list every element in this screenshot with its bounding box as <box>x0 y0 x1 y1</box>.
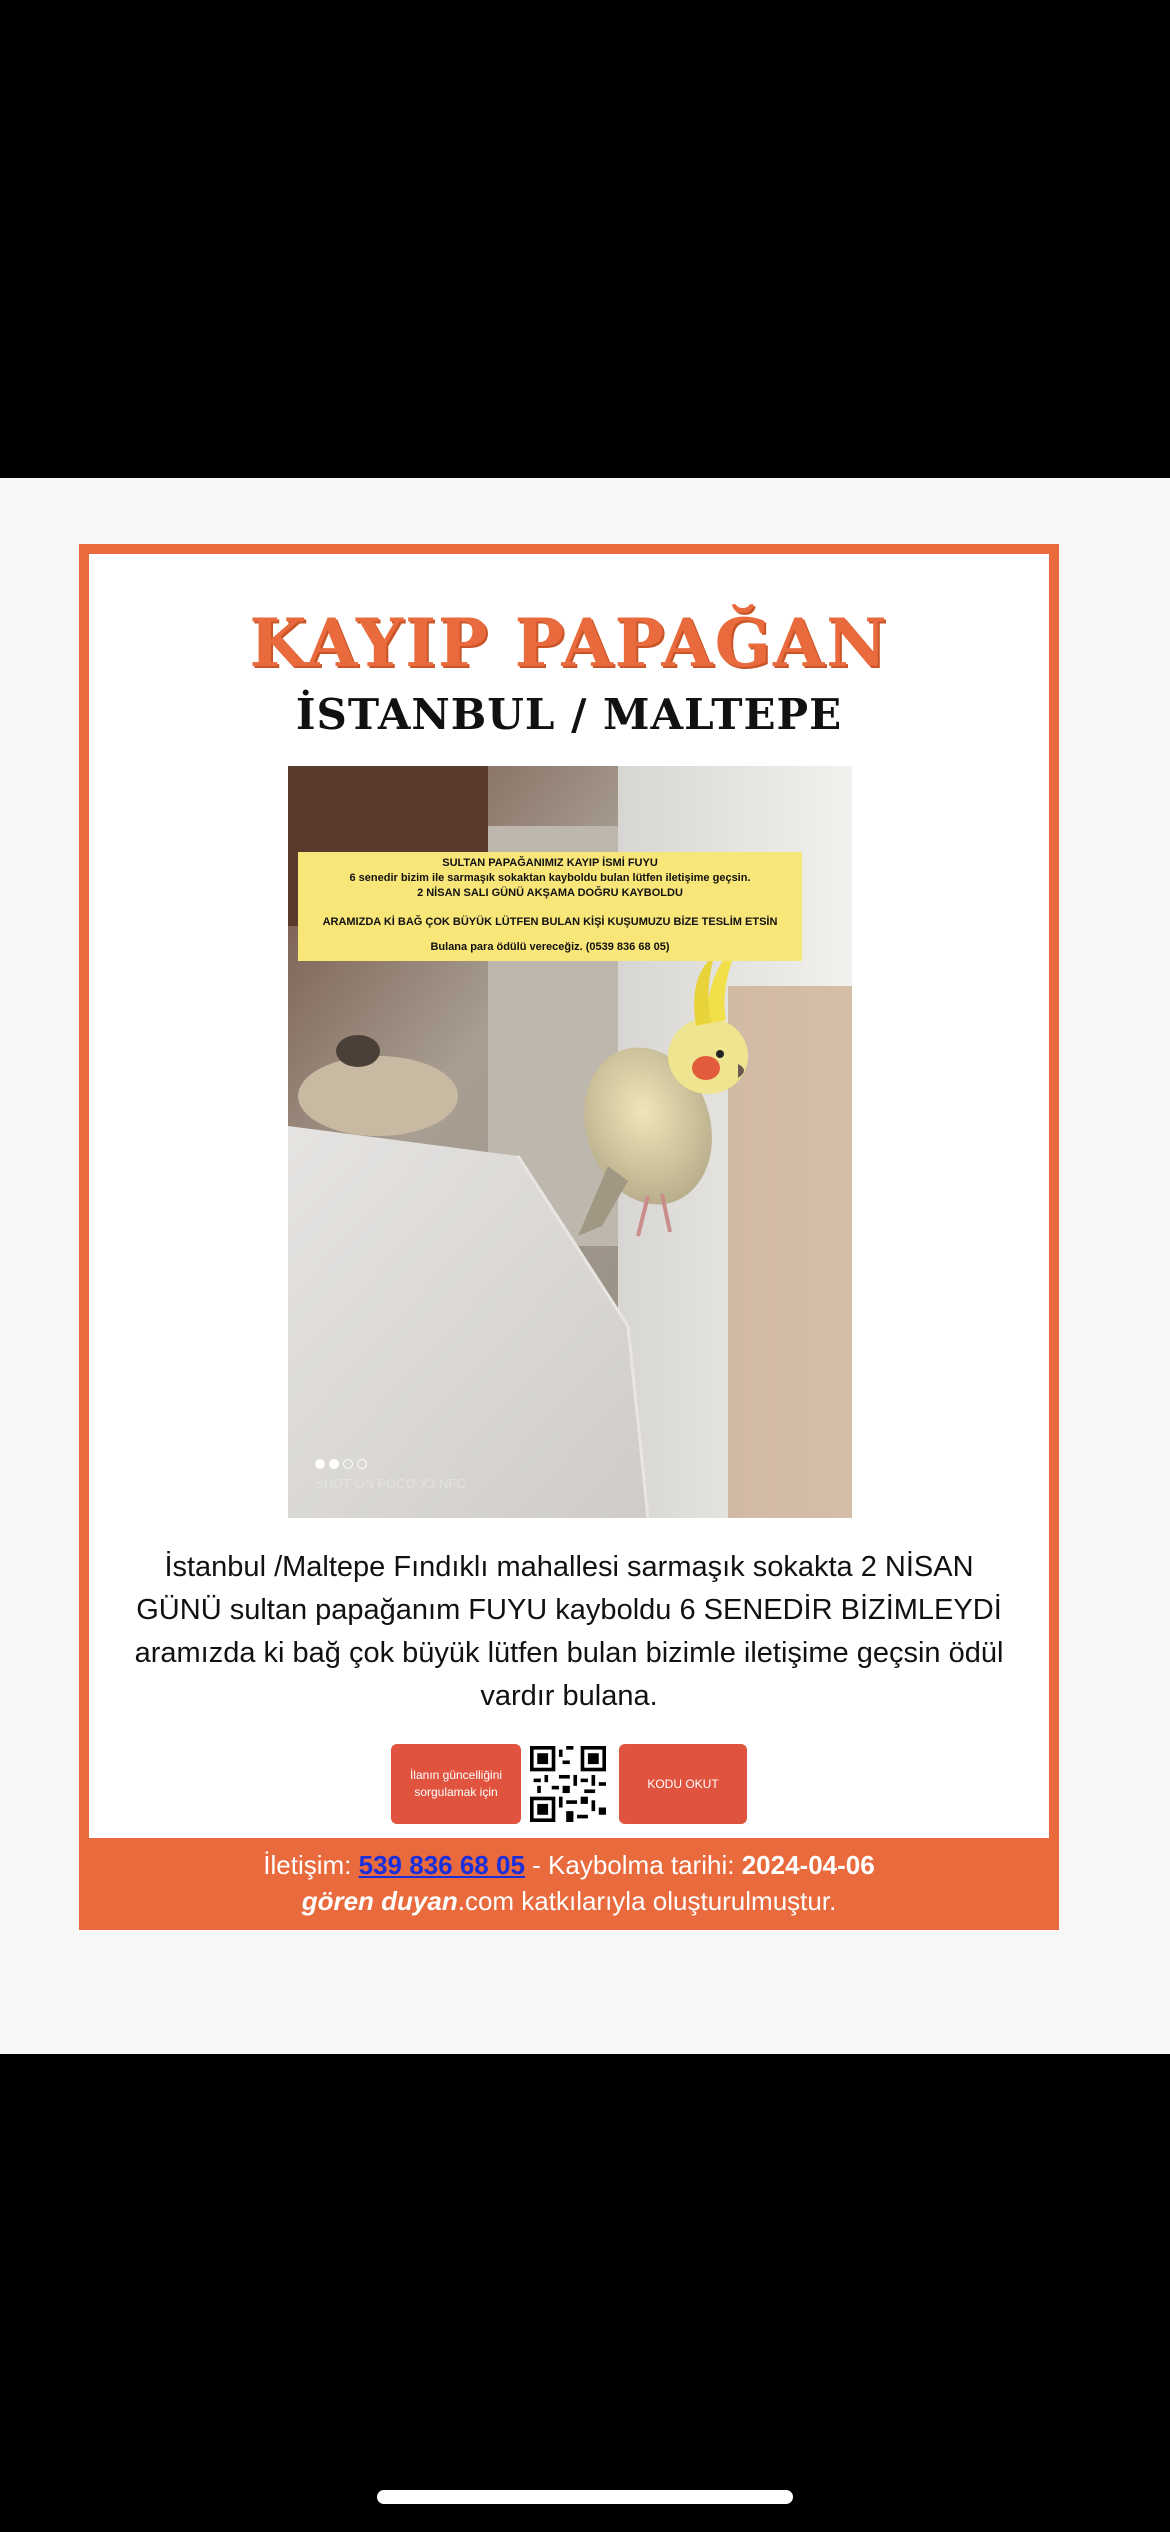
scan-code-button[interactable]: KODU OKUT <box>619 1744 747 1824</box>
poster-title: KAYIP PAPAĞAN <box>249 604 889 682</box>
note-line: ARAMIZDA Kİ BAĞ ÇOK BÜYÜK LÜTFEN BULAN KİŞİ KUŞUMUZU BİZE TESLİM ETSİN <box>322 916 778 928</box>
pager-dot <box>343 1459 353 1469</box>
verify-listing-label: İlanın güncelliğini sorgulamak için <box>391 1744 521 1824</box>
poster-content <box>89 554 1049 1838</box>
contact-line <box>79 1850 1059 1881</box>
pager-dot <box>315 1459 325 1469</box>
poster-footer <box>79 1838 1059 1930</box>
poster-description: İstanbul /Maltepe Fındıklı mahallesi sarmaşık sokakta 2 NİSAN GÜNÜ sultan papağanım FUYU kayboldu 6 SENEDİR BİZİMLEYDİ aramızda ki bağ çok büyük lütfen bulan bizimle iletişime geçsin ödül vardır bulana. <box>134 1551 1004 1712</box>
home-indicator[interactable] <box>377 2490 793 2504</box>
note-line: 2 NİSAN SALI GÜNÜ AKŞAMA DOĞRU KAYBOLDU <box>417 887 683 899</box>
phone-link[interactable]: 539 836 68 05 <box>358 1850 525 1880</box>
credit-line <box>79 1886 1059 1917</box>
poster-subtitle: İSTANBUL / MALTEPE <box>295 690 843 739</box>
lost-date-label: - Kaybolma tarihi: <box>532 1850 735 1880</box>
qr-code-icon[interactable] <box>527 1746 609 1822</box>
note-line: SULTAN PAPAĞANIMIZ KAYIP İSMİ FUYU <box>442 857 658 869</box>
brand-logo: gören duyan <box>301 1886 458 1916</box>
poster-page <box>0 478 1170 2054</box>
qr-section <box>391 1744 747 1826</box>
pager-dot <box>357 1459 367 1469</box>
note-line: Bulana para ödülü vereceğiz. (0539 836 68 05) <box>430 941 670 953</box>
brand-suffix: .com katkılarıyla oluşturulmuştur. <box>457 1886 837 1916</box>
contact-label: İletişim: <box>263 1850 352 1880</box>
pager-dot <box>329 1459 339 1469</box>
photo-note <box>298 852 802 961</box>
photo-pager <box>315 1456 371 1474</box>
lost-parrot-poster <box>79 544 1059 1930</box>
lost-date: 2024-04-06 <box>741 1850 875 1880</box>
parrot-photo <box>288 766 852 1518</box>
note-line: 6 senedir bizim ile sarmaşık sokaktan kayboldu bulan lütfen iletişime geçsin. <box>349 872 751 884</box>
photo-watermark: SHOT ON POCO X3 NFC <box>315 1476 466 1491</box>
